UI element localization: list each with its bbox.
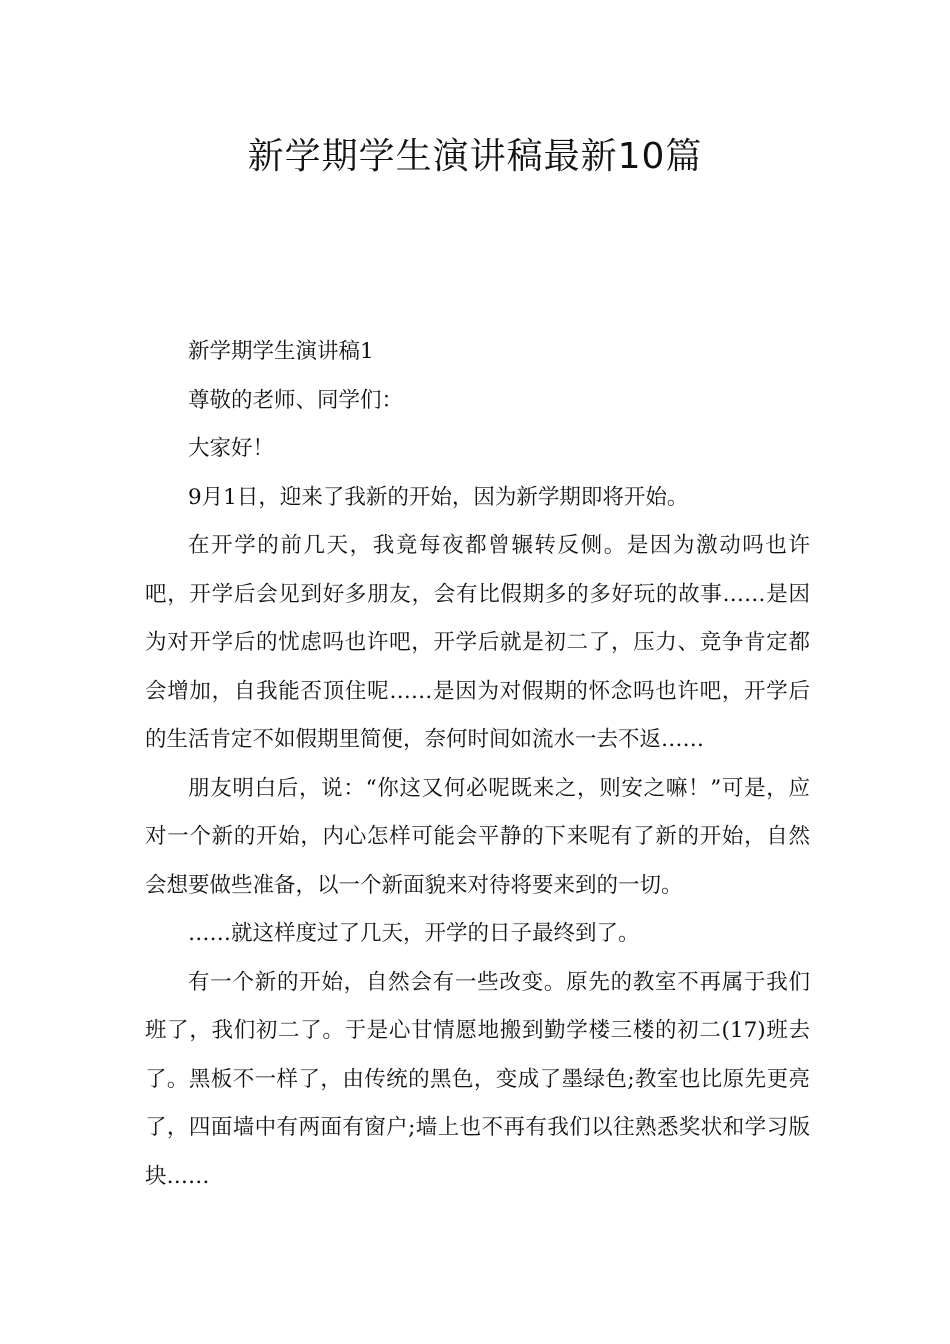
paragraph-salutation: 尊敬的老师、同学们：: [188, 387, 404, 413]
paragraph-section-heading: 新学期学生演讲稿1: [188, 339, 374, 364]
document-title: 新学期学生演讲稿最新10篇: [247, 136, 703, 177]
paragraph: ……就这样度过了几天，开学的日子最终到了。: [188, 921, 640, 946]
paragraph-greeting: 大家好！: [188, 436, 275, 461]
paragraph: 朋友明白后，说：“你这又何必呢既来之，则安之嘛！”可是，应对一个新的开始，内心怎样可能会平静的下来呢有了新的开始，自然会想要做些准备，以一个新面貌来对待将要来到的一切。: [145, 775, 810, 898]
paragraph: 有一个新的开始，自然会有一些改变。原先的教室不再属于我们班了，我们初二了。于是心甘情愿地搬到勤学楼三楼的初二(17)班去了。黑板不一样了，由传统的黑色，变成了墨绿色;教室也比原先更亮了，四面墙中有两面有窗户;墙上也不再有我们以往熟悉奖状和学习版块……: [145, 969, 810, 1189]
paragraph: 9月1日，迎来了我新的开始，因为新学期即将开始。: [188, 484, 689, 510]
paragraph: 在开学的前几天，我竟每夜都曾辗转反侧。是因为激动吗也许吧，开学后会见到好多朋友，会有比假期多的多好玩的故事……是因为对开学后的忧虑吗也许吧，开学后就是初二了，压力、竞争肯定都会增加，自我能否顶住呢……是因为对假期的怀念吗也许吧，开学后的生活肯定不如假期里简便，奈何时间如流水一去不返……: [145, 533, 810, 752]
document-body: [145, 328, 810, 1201]
